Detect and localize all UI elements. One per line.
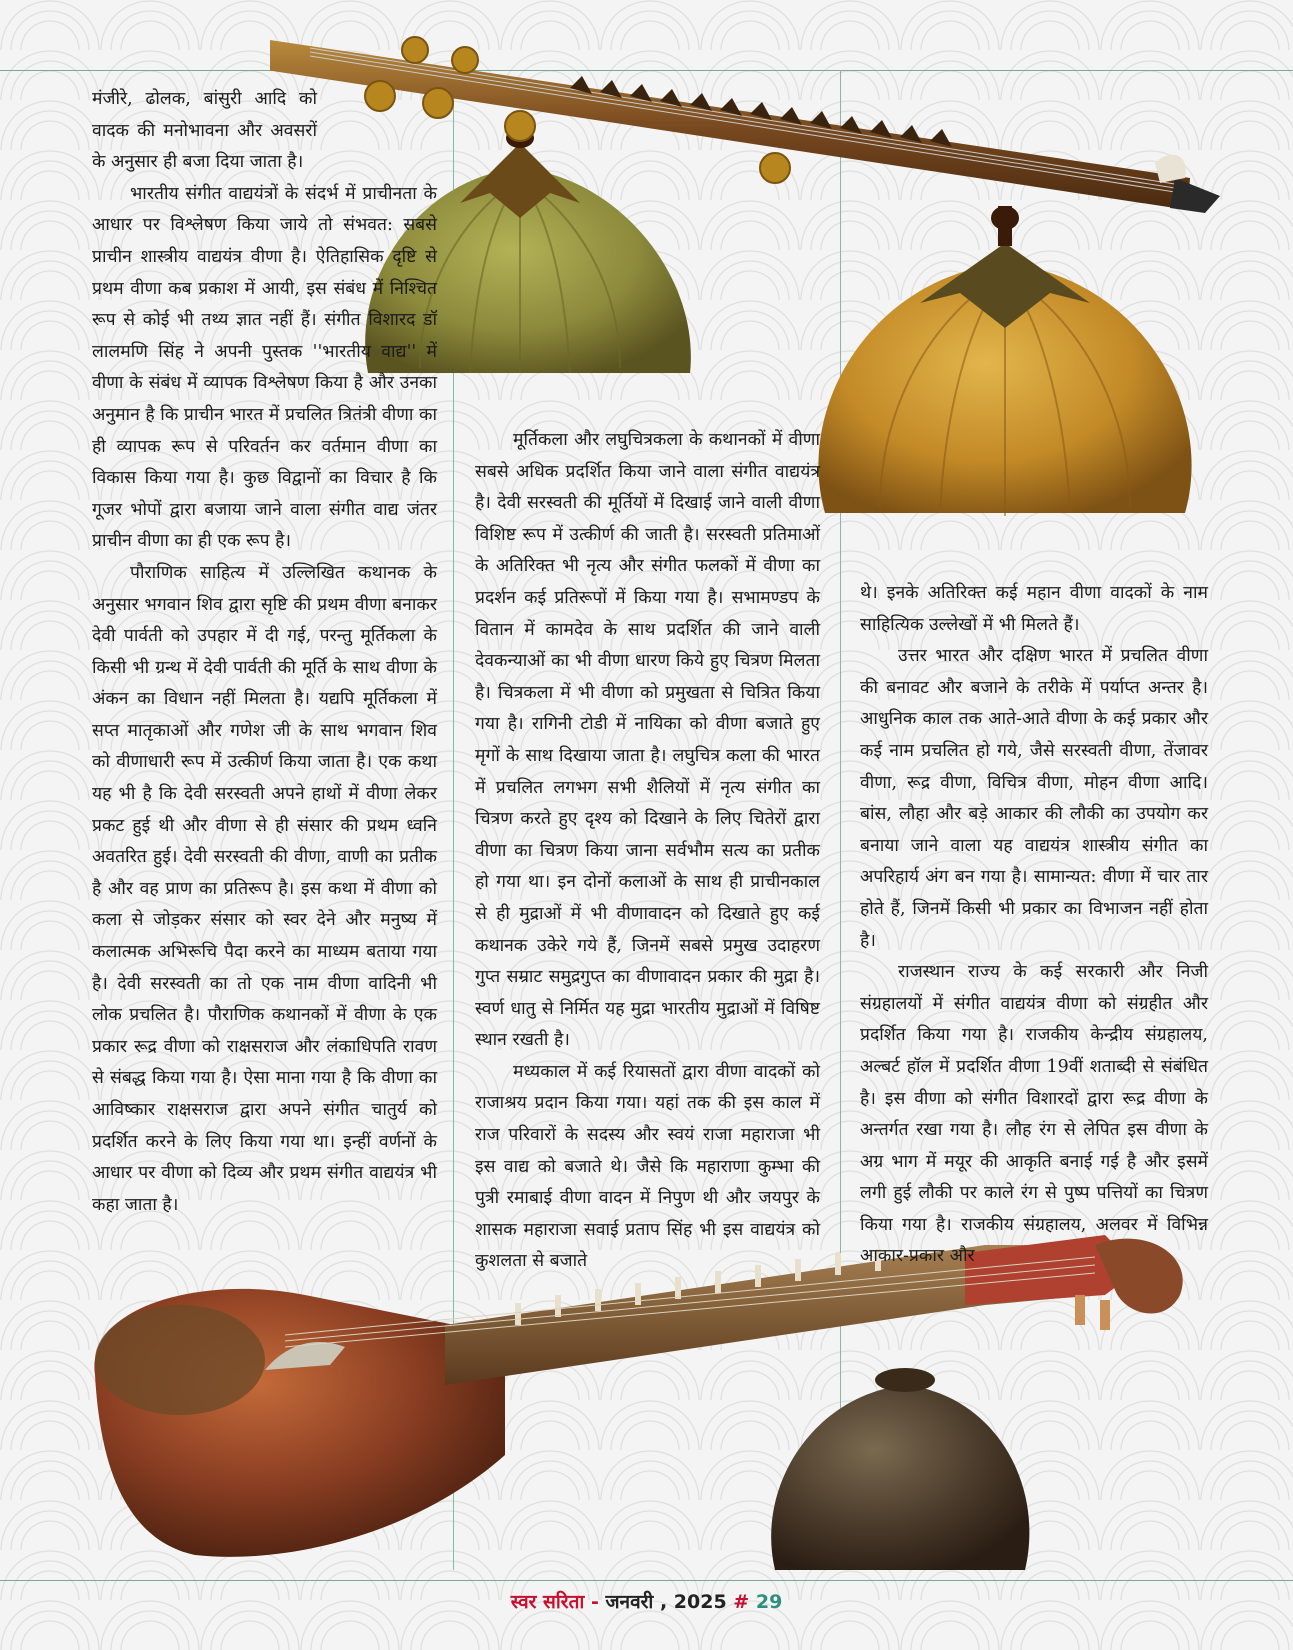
col3-paragraph-2: उत्तर भारत और दक्षिण भारत में प्रचलित वीणा की बनावट और बजाने के तरीके में पर्याप्त अन्तर है। आधुनिक काल तक आते-आते वीणा के कई प्रकार और कई नाम प्रचलित हो गये, जैसे सरस्वती वीणा, तेंजावर वीणा, रूद्र वीणा, विचित्र वीणा, मोहन वीणा आदि। बांस, लौहा और बड़े आकार की लौकी का उपयोग कर बनाया जाने वाला यह वाद्ययंत्र शास्त्रीय संगीत का अपरिहार्य अंग बन गया है। सामान्यत: वीणा में चार तार होते हैं, जिनमें किसी भी प्रकार का विभाजन नहीं होता है। <box>860 646 1208 951</box>
bottom-rule <box>0 1580 1293 1581</box>
col1-paragraph-3: पौराणिक साहित्य में उल्लिखित कथानक के अनुसार भगवान शिव द्वारा सृष्टि की प्रथम वीणा बनाकर देवी पार्वती को उपहार में दी गई, परन्तु मूर्तिकला के किसी भी ग्रन्थ में देवी पार्वती की मूर्ति के साथ वीणा के अंकन का विधान नहीं मिलता है। यद्यपि मूर्तिकला में सप्त मातृकाओं और गणेश जी के साथ भगवान शिव को वीणाधारी रूप में उत्कीर्ण किया जाता है। एक कथा यह भी है कि देवी सरस्वती अपने हाथों में वीणा लेकर प्रकट हुई थी और वीणा से ही संसार की प्रथम ध्वनि अवतरित हुई। देवी सरस्वती की वीणा, वाणी का प्रतीक है और वह प्राण का प्रतिरूप है। इस कथा में वीणा को कला से जोड़कर संसार को स्वर देने और मनुष्य में कलात्मक अभिरूचि पैदा करने का माध्यम बताया गया है। देवी सरस्वती का तो एक नाम वीणा वादिनी भी लोक प्रचलित है। पौराणिक कथानकों में वीणा के एक प्रकार रूद्र वीणा को राक्षसराज और लंकाधिपति रावण से संबद्ध किया गया है। ऐसा माना गया है कि वीणा का आविष्कार राक्षसराज द्वारा अपने संगीत चातुर्य को प्रदर्शित करने के लिए किया गया था। इन्हीं वर्णनों के आधार पर वीणा को दिव्य और प्रथम संगीत वाद्ययंत्र भी कहा जाता है। <box>92 562 437 1215</box>
page-footer <box>0 1588 1293 1614</box>
col1-paragraph-1: मंजीरे, ढोलक, बांसुरी आदि को वादक की मनोभावना और अवसरों के अनुसार ही बजा दिया जाता है। <box>92 89 317 173</box>
column-1 <box>92 84 437 1221</box>
page-number: 29 <box>755 1591 783 1613</box>
saraswati-veena-photo <box>85 1235 1215 1580</box>
column-2 <box>475 425 820 1278</box>
issue-month-year: जनवरी , 2025 <box>605 1591 727 1613</box>
col2-paragraph-2: मध्यकाल में कई रियासतों द्वारा वीणा वादकों को राजाश्रय प्रदान किया गया। यहां तक की इस काल में राज परिवारों के सदस्य और स्वयं राजा महाराजा भी इस वाद्य को बजाते थे। जैसे कि महाराणा कुम्भा की पुत्री रमाबाई वीणा वादन में निपुण थी और जयपुर के शासक महाराजा सवाई प्रताप सिंह भी इस वाद्ययंत्र को कुशलता से बजाते <box>475 1061 820 1272</box>
column-3 <box>860 578 1208 1273</box>
col3-paragraph-1: थे। इनके अतिरिक्त कई महान वीणा वादकों के नाम साहित्यिक उल्लेखों में भी मिलते हैं। <box>860 583 1208 635</box>
col2-paragraph-1: मूर्तिकला और लघुचित्रकला के कथानकों में वीणा सबसे अधिक प्रदर्शित किया जाने वाला संगीत वाद्ययंत्र है। देवी सरस्वती की मूर्तियों में दिखाई जाने वाली वीणा विशिष्ट रूप में उत्कीर्ण की जाती है। सरस्वती प्रतिमाओं के अतिरिक्त भी नृत्य और संगीत फलकों में वीणा का प्रदर्शन कई प्रतिरूपों में किया गया है। सभामण्डप के वितान में कामदेव के साथ प्रदर्शित की जाने वाली देवकन्याओं का भी वीणा धारण किये हुए चित्रण मिलता है। चित्रकला में भी वीणा को प्रमुखता से चित्रित किया गया है। रागिनी टोडी में नायिका को वीणा बजाते हुए मृगों के साथ दिखाया जाता है। लघुचित्र कला की भारत में प्रचलित लगभग सभी शैलियों में नृत्य संगीत का चित्रण करते हुए दृश्य को दिखाने के लिए चितेरों द्वारा वीणा का चित्रण किया जाना सर्वभौम सत्य का प्रतीक हो गया था। इन दोनों कलाओं के साथ ही प्राचीनकाल से ही मुद्राओं में भी वीणावादन को दिखाते हुए कई कथानक उकेरे गये हैं, जिनमें सबसे प्रमुख उदाहरण गुप्त सम्राट समुद्रगुप्त का वीणावादन प्रकार की मुद्रा है। स्वर्ण धातु से निर्मित यह मुद्रा भारतीय मुद्राओं में विषिष्ट स्थान रखती है। <box>475 430 820 1051</box>
footer-hash: # <box>726 1591 756 1613</box>
col1-paragraph-2: भारतीय संगीत वाद्ययंत्रों के संदर्भ में प्राचीनता के आधार पर विश्लेषण किया जाये तो संभवत: सबसे प्राचीन शास्त्रीय वाद्ययंत्र वीणा है। ऐतिहासिक दृष्टि से प्रथम वीणा कब प्रकाश में आयी, इस संबंध में निश्चित रूप से कोई भी तथ्य ज्ञात नहीं हैं। संगीत विशारद डॉ लालमणि सिंह ने अपनी पुस्तक ''भारतीय वाद्य'' में वीणा के संबंध में व्यापक विश्लेषण किया है और उनका अनुमान है कि प्राचीन भारत में प्रचलित त्रितंत्री वीणा का ही व्यापक रूप से परिवर्तन कर वर्तमान वीणा का विकास किया गया है। कुछ विद्वानों का विचार है कि गूजर भोपों द्वारा बजाया जाने वाला संगीत वाद्य जंतर प्राचीन वीणा का ही एक रूप है। <box>92 183 437 552</box>
col3-paragraph-3: राजस्थान राज्य के कई सरकारी और निजी संग्रहालयों में संगीत वाद्ययंत्र वीणा को संग्रहीत और प्रदर्शित किया गया है। राजकीय केन्द्रीय संग्रहालय, अल्बर्ट हॉल में प्रदर्शित वीणा 19वीं शताब्दी से संबंधित है। इस वीणा को संगीत विशारदों द्वारा रूद्र वीणा के अन्तर्गत रखा गया है। लौह रंग से लेपित इस वीणा के अग्र भाग में मयूर की आकृति बनाई गई है और इसमें लगी हुई लौकी पर काले रंग से पुष्प पत्तियों का चित्रण किया गया है। राजकीय संग्रहालय, अलवर में विभिन्न आकार-प्रकार और <box>860 962 1208 1267</box>
footer-separator: - <box>584 1591 606 1613</box>
magazine-name: स्वर सरिता <box>510 1591 585 1613</box>
